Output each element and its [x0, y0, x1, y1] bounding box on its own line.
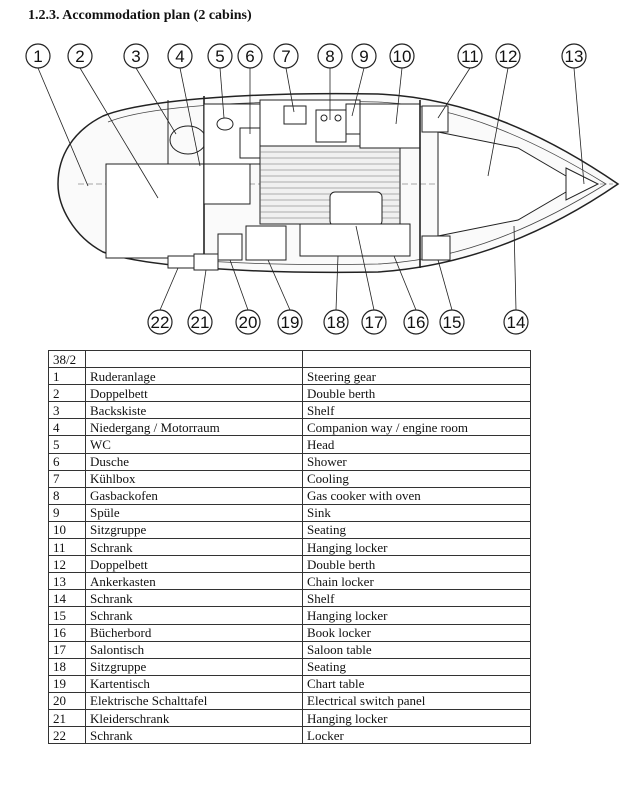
- table-row: [49, 573, 531, 590]
- callout-12: 12: [498, 47, 518, 66]
- callout-19: 19: [280, 313, 300, 332]
- table-row: [49, 709, 531, 726]
- legend-item-number: 18: [49, 658, 86, 675]
- legend-item-german: Schrank: [86, 539, 303, 556]
- legend-item-english: Hanging locker: [303, 709, 531, 726]
- engine-room: [204, 164, 250, 204]
- legend-item-german: Schrank: [86, 607, 303, 624]
- legend-item-german: Doppelbett: [86, 556, 303, 573]
- legend-item-english: Seating: [303, 521, 531, 538]
- legend-table: [48, 350, 531, 744]
- legend-body: [49, 351, 531, 744]
- table-row: [49, 692, 531, 709]
- table-row: [49, 385, 531, 402]
- legend-item-english: Cooling: [303, 470, 531, 487]
- saloon-table: [330, 192, 382, 226]
- callout-11: 11: [461, 47, 479, 66]
- callout-13: 13: [564, 47, 584, 66]
- legend-item-number: 13: [49, 573, 86, 590]
- callout-6: 6: [245, 47, 255, 66]
- legend-item-english: Chain locker: [303, 573, 531, 590]
- saloon-seating-starboard: [360, 104, 420, 148]
- legend-item-english: Sink: [303, 504, 531, 521]
- chart-table: [246, 226, 286, 260]
- accommodation-plan-drawing: [18, 36, 623, 336]
- table-row: [49, 402, 531, 419]
- aft-double-berth: [106, 164, 204, 258]
- forward-hanging-locker-port: [422, 236, 450, 260]
- legend-header-row: [49, 351, 531, 368]
- table-row: [49, 521, 531, 538]
- legend-item-number: 12: [49, 556, 86, 573]
- legend-item-number: 3: [49, 402, 86, 419]
- legend-item-english: Hanging locker: [303, 607, 531, 624]
- callout-7: 7: [281, 47, 291, 66]
- saloon-seating-port: [300, 224, 410, 256]
- legend-item-german: Sitzgruppe: [86, 521, 303, 538]
- legend-item-number: 11: [49, 539, 86, 556]
- legend-item-german: Niedergang / Motorraum: [86, 419, 303, 436]
- legend-item-number: 8: [49, 487, 86, 504]
- legend-item-german: Spüle: [86, 504, 303, 521]
- legend-item-english: Shelf: [303, 590, 531, 607]
- aft-locker: [168, 256, 194, 268]
- table-row: [49, 539, 531, 556]
- legend-item-english: Hanging locker: [303, 539, 531, 556]
- callout-10: 10: [392, 47, 412, 66]
- legend-item-german: Ruderanlage: [86, 368, 303, 385]
- table-row: [49, 658, 531, 675]
- callout-21: 21: [190, 313, 210, 332]
- legend-item-english: Seating: [303, 658, 531, 675]
- legend-item-german: Kleiderschrank: [86, 709, 303, 726]
- aft-hanging-locker: [194, 254, 218, 270]
- switch-panel: [218, 234, 242, 260]
- legend-item-number: 10: [49, 521, 86, 538]
- table-row: [49, 641, 531, 658]
- legend-item-english: Head: [303, 436, 531, 453]
- callout-9: 9: [359, 47, 369, 66]
- page-title: 1.2.3. Accommodation plan (2 cabins): [28, 8, 252, 23]
- legend-item-german: Sitzgruppe: [86, 658, 303, 675]
- callout-17: 17: [364, 313, 384, 332]
- legend-item-english: Double berth: [303, 385, 531, 402]
- table-row: [49, 607, 531, 624]
- legend-item-german: Dusche: [86, 453, 303, 470]
- legend-item-number: 17: [49, 641, 86, 658]
- legend-item-number: 7: [49, 470, 86, 487]
- table-row: [49, 487, 531, 504]
- table-row: [49, 436, 531, 453]
- legend-item-english: Companion way / engine room: [303, 419, 531, 436]
- legend-item-number: 16: [49, 624, 86, 641]
- legend-item-number: 4: [49, 419, 86, 436]
- legend-item-english: Steering gear: [303, 368, 531, 385]
- callout-4: 4: [175, 47, 185, 66]
- legend-item-english: Electrical switch panel: [303, 692, 531, 709]
- legend-item-german: Kartentisch: [86, 675, 303, 692]
- callout-5: 5: [215, 47, 225, 66]
- legend-item-german: Salontisch: [86, 641, 303, 658]
- legend-item-german: Doppelbett: [86, 385, 303, 402]
- legend-item-english: Gas cooker with oven: [303, 487, 531, 504]
- legend-item-german: Elektrische Schalttafel: [86, 692, 303, 709]
- table-row: [49, 368, 531, 385]
- callout-14: 14: [506, 313, 526, 332]
- callout-18: 18: [326, 313, 346, 332]
- legend-item-english: Locker: [303, 727, 531, 744]
- legend-item-number: 5: [49, 436, 86, 453]
- legend-item-number: 19: [49, 675, 86, 692]
- legend-item-number: 6: [49, 453, 86, 470]
- callout-2: 2: [75, 47, 85, 66]
- callout-22: 22: [150, 313, 170, 332]
- legend-item-german: Schrank: [86, 727, 303, 744]
- legend-model: 38/2: [49, 351, 86, 368]
- legend-item-number: 22: [49, 727, 86, 744]
- legend-item-german: Kühlbox: [86, 470, 303, 487]
- table-row: [49, 419, 531, 436]
- legend-item-number: 21: [49, 709, 86, 726]
- legend-item-german: WC: [86, 436, 303, 453]
- table-row: [49, 504, 531, 521]
- legend-header-en: [303, 351, 531, 368]
- legend-item-english: Double berth: [303, 556, 531, 573]
- table-row: [49, 624, 531, 641]
- legend-item-german: Schrank: [86, 590, 303, 607]
- legend-item-german: Ankerkasten: [86, 573, 303, 590]
- legend-item-english: Shower: [303, 453, 531, 470]
- table-row: [49, 675, 531, 692]
- legend-item-english: Saloon table: [303, 641, 531, 658]
- legend-item-english: Shelf: [303, 402, 531, 419]
- callout-1: 1: [33, 47, 43, 66]
- head-compartment: [204, 104, 260, 164]
- legend-item-number: 2: [49, 385, 86, 402]
- legend-header-de: [86, 351, 303, 368]
- legend-item-number: 14: [49, 590, 86, 607]
- callout-8: 8: [325, 47, 335, 66]
- legend-item-german: Gasbackofen: [86, 487, 303, 504]
- legend-item-english: Book locker: [303, 624, 531, 641]
- table-row: [49, 727, 531, 744]
- legend-item-number: 9: [49, 504, 86, 521]
- forward-hanging-locker-starboard: [422, 106, 448, 132]
- galley-counter: [260, 100, 360, 146]
- legend-item-german: Backskiste: [86, 402, 303, 419]
- table-row: [49, 590, 531, 607]
- table-row: [49, 556, 531, 573]
- legend-item-number: 20: [49, 692, 86, 709]
- callout-20: 20: [238, 313, 258, 332]
- table-row: [49, 470, 531, 487]
- legend-item-number: 1: [49, 368, 86, 385]
- legend-item-english: Chart table: [303, 675, 531, 692]
- callout-15: 15: [442, 313, 462, 332]
- table-row: [49, 453, 531, 470]
- legend-item-german: Bücherbord: [86, 624, 303, 641]
- callout-16: 16: [406, 313, 426, 332]
- callout-3: 3: [131, 47, 141, 66]
- legend-item-number: 15: [49, 607, 86, 624]
